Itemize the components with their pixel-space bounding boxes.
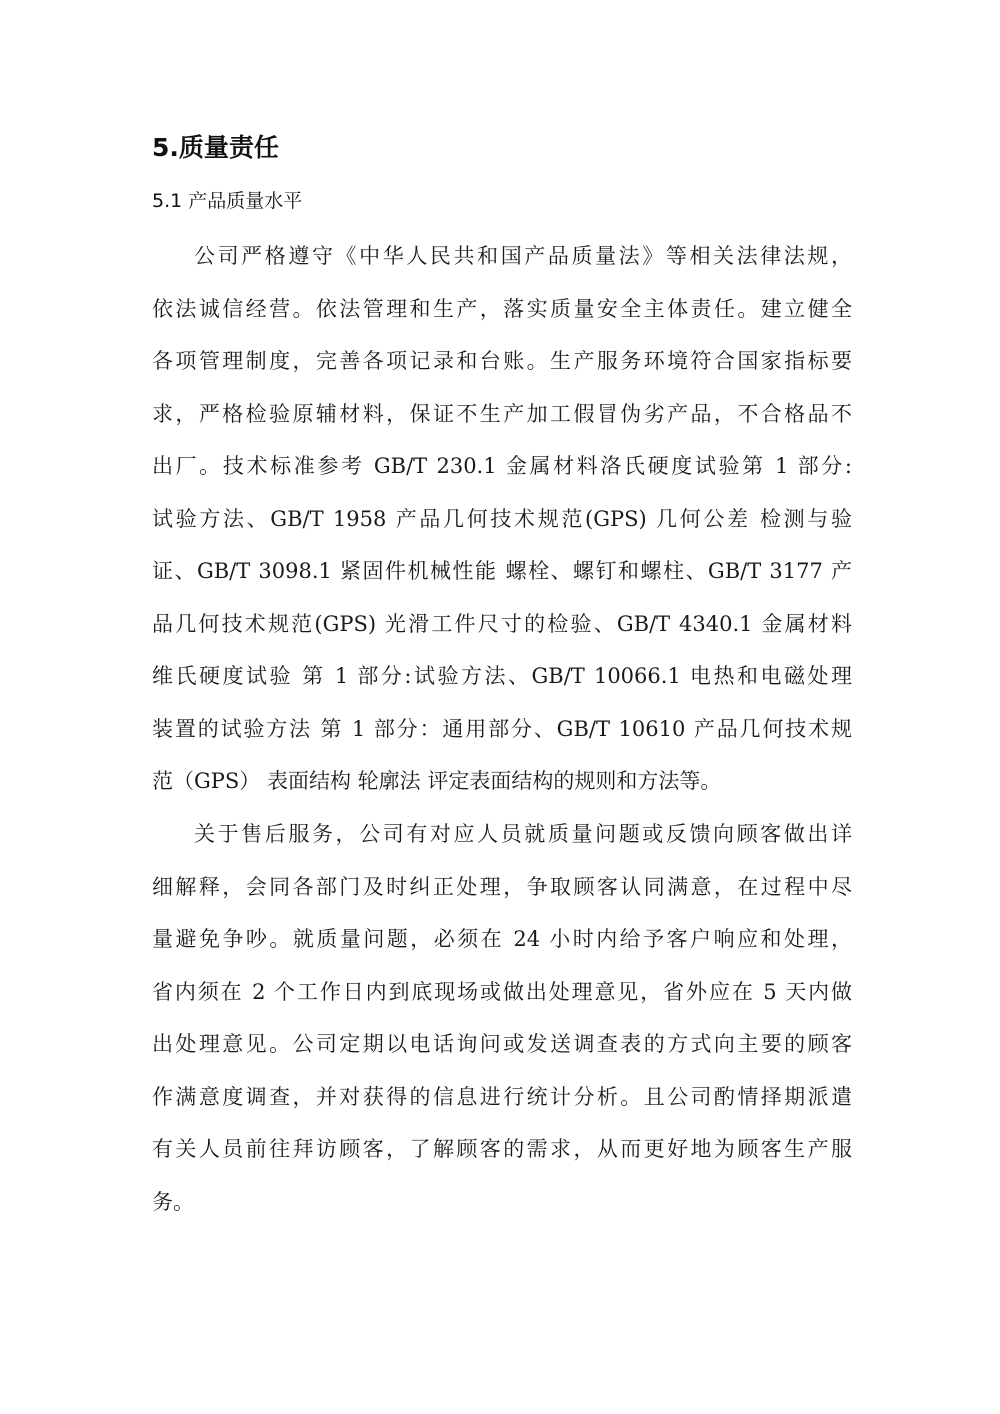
paragraph-line: 各项管理制度，完善各项记录和台账。生产服务环境符合国家指标要 bbox=[152, 349, 852, 373]
paragraph-line: 务。 bbox=[152, 1189, 194, 1214]
section-subheading: 5.1 产品质量水平 bbox=[152, 190, 303, 212]
paragraph-line: 证、GB/T 3098.1 紧固件机械性能 螺栓、螺钉和螺柱、GB/T 3177 产 bbox=[152, 559, 852, 583]
paragraph-line: 维氏硬度试验 第 1 部分:试验方法、GB/T 10066.1 电热和电磁处理 bbox=[152, 664, 852, 688]
paragraph-line: 关于售后服务，公司有对应人员就质量问题或反馈向顾客做出详 bbox=[194, 822, 852, 846]
paragraph-product-quality bbox=[152, 230, 852, 808]
paragraph-line: 装置的试验方法 第 1 部分：通用部分、GB/T 10610 产品几何技术规 bbox=[152, 716, 852, 741]
paragraph-line: 求，严格检验原辅材料，保证不生产加工假冒伪劣产品，不合格品不 bbox=[152, 401, 852, 426]
paragraph-line: 细解释，会同各部门及时纠正处理，争取顾客认同满意，在过程中尽 bbox=[152, 874, 852, 899]
paragraph-line: 公司严格遵守《中华人民共和国产品质量法》等相关法律法规， bbox=[194, 244, 852, 268]
paragraph-line: 省内须在 2 个工作日内到底现场或做出处理意见，省外应在 5 天内做 bbox=[152, 979, 852, 1004]
section-heading: 5.质量责任 bbox=[152, 133, 279, 162]
paragraph-line: 出厂。技术标准参考 GB/T 230.1 金属材料洛氏硬度试验第 1 部分: bbox=[152, 454, 852, 478]
paragraph-line: 试验方法、GB/T 1958 产品几何技术规范(GPS) 几何公差 检测与验 bbox=[152, 506, 852, 531]
paragraph-line: 有关人员前往拜访顾客，了解顾客的需求，从而更好地为顾客生产服 bbox=[152, 1137, 852, 1161]
paragraph-line: 量避免争吵。就质量问题，必须在 24 小时内给予客户响应和处理， bbox=[152, 927, 852, 951]
paragraph-line: 出处理意见。公司定期以电话询问或发送调查表的方式向主要的顾客 bbox=[152, 1032, 852, 1056]
paragraph-after-sales bbox=[152, 808, 852, 1228]
paragraph-line: 依法诚信经营。依法管理和生产，落实质量安全主体责任。建立健全 bbox=[152, 296, 852, 321]
paragraph-line: 作满意度调查，并对获得的信息进行统计分析。且公司酌情择期派遣 bbox=[152, 1084, 852, 1109]
paragraph-line: 范（GPS） 表面结构 轮廓法 评定表面结构的规则和方法等。 bbox=[152, 769, 722, 793]
paragraph-line: 品几何技术规范(GPS) 光滑工件尺寸的检验、GB/T 4340.1 金属材料 bbox=[152, 611, 852, 636]
